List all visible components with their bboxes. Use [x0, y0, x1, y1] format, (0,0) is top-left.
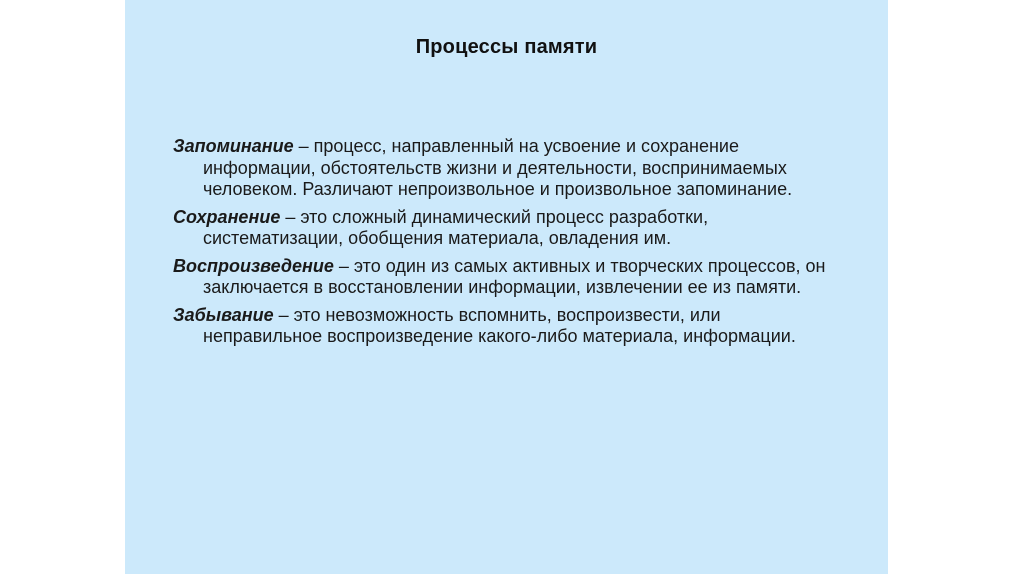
term-retention: Сохранение: [173, 206, 281, 227]
slide-title: Процессы памяти: [415, 36, 598, 58]
definition-retention-text: – это сложный динамический процесс разработки, систематизации, обобщения материала, овладения им.: [203, 206, 709, 248]
slide-content: [173, 136, 833, 354]
definition-reproduction: [173, 256, 833, 299]
definition-remembering: [173, 136, 833, 201]
term-forgetting: Забывание: [173, 304, 274, 325]
term-remembering: Запоминание: [173, 136, 294, 156]
definition-forgetting-text: – это невозможность вспомнить, воспроизвести, или неправильное воспроизведение какого-либо материала, информации.: [203, 304, 796, 346]
definition-retention: [173, 207, 833, 250]
definition-reproduction-text: – это один из самых активных и творческих процессов, он заключается в восстановлении информации, извлечении ее из памяти.: [203, 255, 826, 297]
definition-remembering-text: – процесс, направленный на усвоение и сохранение информации, обстоятельств жизни и деятельности, воспринимаемых человеком. Различают непроизвольное и произвольное запоминание.: [203, 136, 793, 199]
definition-forgetting: [173, 305, 833, 348]
term-reproduction: Воспроизведение: [173, 255, 334, 276]
slide: [125, 0, 888, 574]
